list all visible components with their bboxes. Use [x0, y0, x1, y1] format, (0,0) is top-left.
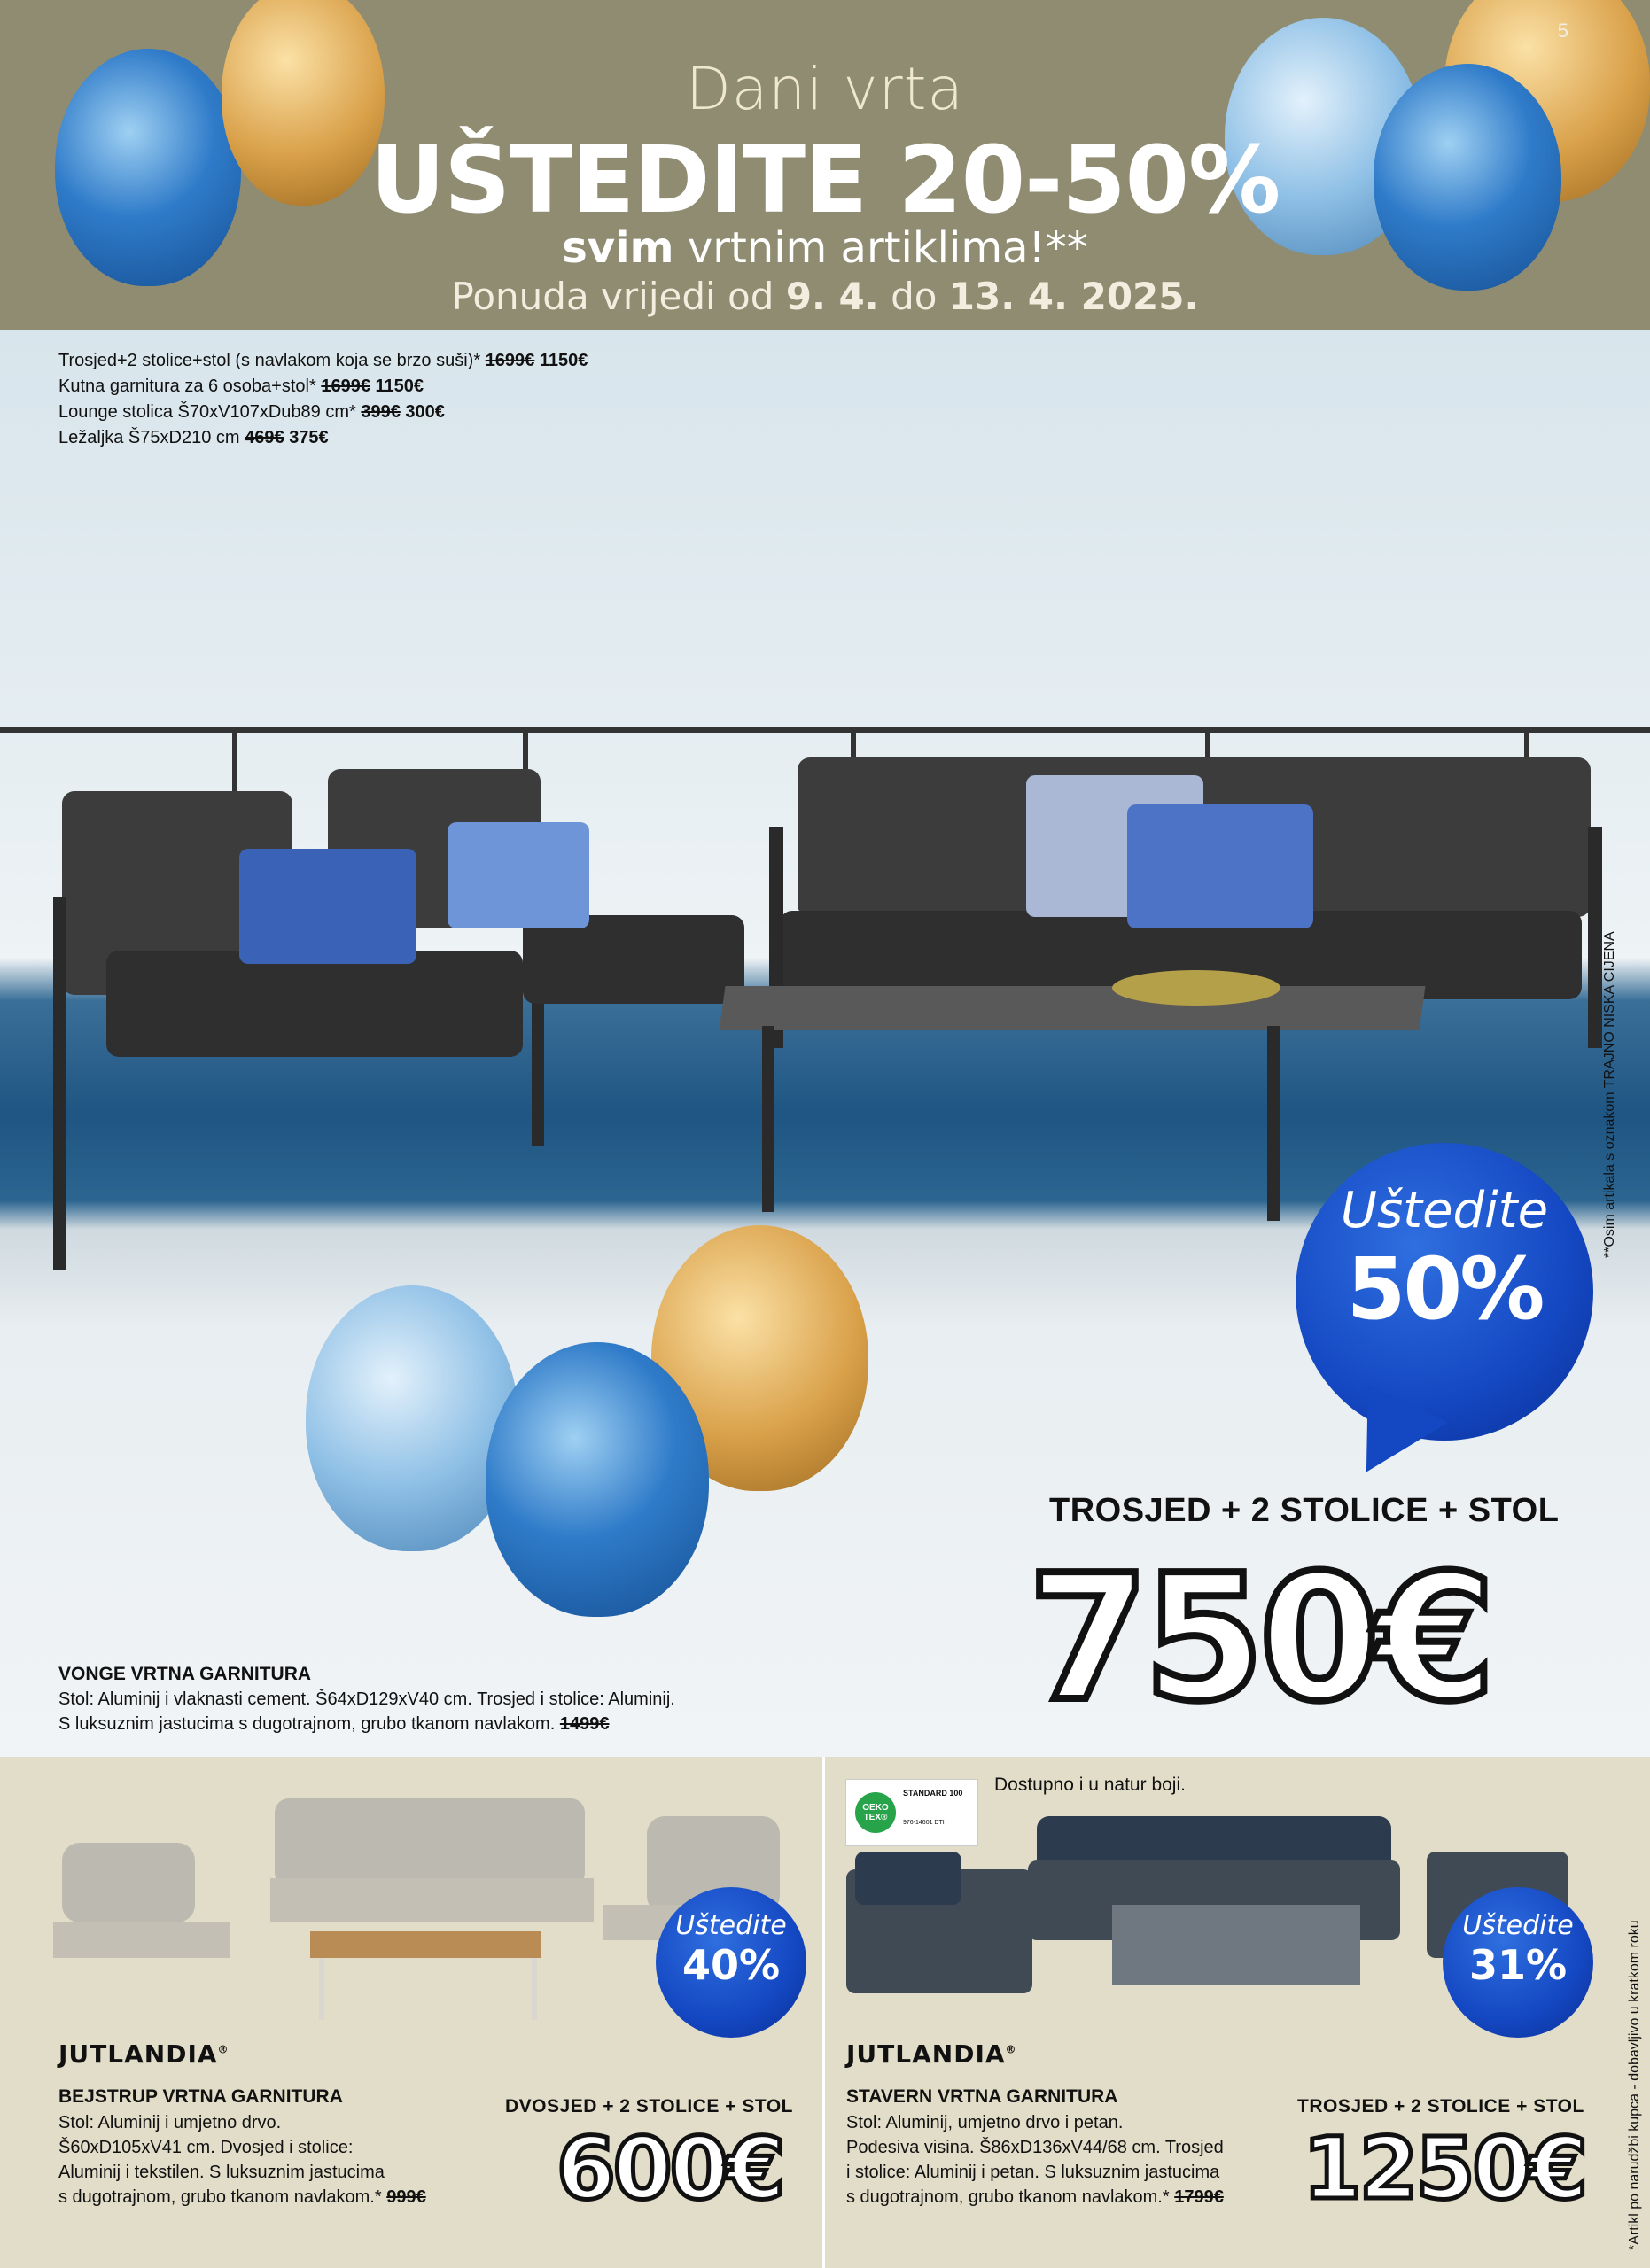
armchair-frame — [53, 897, 66, 1270]
offer-label: TROSJED + 2 STOLICE + STOL — [1297, 2096, 1584, 2117]
product-title: STAVERN VRTNA GARNITURA — [846, 2086, 1118, 2107]
pillow — [1127, 804, 1313, 928]
headline-discount: UŠTEDITE 20-50% — [370, 126, 1280, 234]
headline-subline: svim vrtnim artiklima!** — [562, 223, 1088, 273]
table-leg — [1267, 1026, 1280, 1221]
blue-balloon-icon — [486, 1342, 709, 1617]
main-product-info — [58, 1662, 675, 1736]
offer-price: 600€ — [556, 2119, 783, 2218]
event-title: Dani vrta — [686, 55, 964, 123]
item-price-list — [58, 348, 588, 451]
saving-bubble-50: Uštedite 50% — [1296, 1143, 1593, 1441]
offer-label: DVOSJED + 2 STOLICE + STOL — [505, 2096, 793, 2117]
availability-note: Dostupno i u natur boji. — [994, 1775, 1186, 1795]
product-description: Stol: Aluminij i vlaknasti cement. Š64xD129xV40 cm. Trosjed i stolice: Aluminij. — [58, 1689, 675, 1709]
product-description: S luksuznim jastucima s dugotrajnom, grubo tkanom navlakom. 1499€ — [58, 1714, 610, 1734]
product-title: BEJSTRUP VRTNA GARNITURA — [58, 2086, 343, 2107]
product-title: VONGE VRTNA GARNITURA — [58, 1664, 312, 1684]
section-divider — [822, 1757, 825, 2268]
list-item: Trosjed+2 stolice+stol (s navlakom koja se brzo suši)* 1699€ 1150€ — [58, 351, 588, 370]
oeko-tex-badge: OEKO TEX® STANDARD 100 976-14601 DTI — [845, 1779, 978, 1846]
page-number: 5 — [1557, 19, 1568, 42]
sofa-frame — [1588, 827, 1602, 1048]
main-offer-price: 750€ — [1028, 1538, 1490, 1740]
brand-logo: JUTLANDIA® — [846, 2039, 1017, 2069]
railing — [0, 727, 1650, 733]
footnote-vertical: **Osim artikala s oznakom TRAJNO NISKA CIJENA — [1602, 931, 1617, 1258]
oeko-tex-logo-icon: OEKO TEX® — [855, 1792, 896, 1833]
table-leg — [762, 1026, 774, 1212]
tray — [1112, 970, 1280, 1006]
product-description: Stol: Aluminij i umjetno drvo. Š60xD105xV41 cm. Dvosjed i stolice: Aluminij i tekstilen. S luksuznim jastucima s dugotrajnom, grubo tkanom navlakom.* 999€ — [58, 2113, 426, 2207]
footnote-vertical: *Artikl po narudžbi kupca - dobavljivo u kratkom roku — [1627, 1920, 1642, 2250]
pillow — [448, 822, 589, 928]
product-description: Stol: Aluminij, umjetno drvo i petan. Podesiva visina. Š86xD136xV44/68 cm. Trosjed i stolice: Aluminij i petan. S luksuznim jastucima s dugotrajnom, grubo tkanom navlakom.* 1799€ — [846, 2113, 1224, 2207]
header-banner — [0, 0, 1650, 330]
armchair-seat — [106, 951, 523, 1057]
throw-blanket — [239, 849, 416, 964]
main-offer-label: TROSJED + 2 STOLICE + STOL — [1049, 1492, 1560, 1529]
list-item: Kutna garnitura za 6 osoba+stol* 1699€ 1150€ — [58, 377, 424, 396]
coffee-table-top — [719, 986, 1425, 1030]
validity-dates: Ponuda vrijedi od 9. 4. do 13. 4. 2025. — [451, 275, 1199, 318]
brand-logo: JUTLANDIA® — [58, 2039, 230, 2069]
list-item: Ležaljka Š75xD210 cm 469€ 375€ — [58, 428, 329, 447]
saving-bubble-40: Uštedite 40% — [656, 1887, 806, 2038]
blue-balloon-icon — [306, 1285, 518, 1551]
list-item: Lounge stolica Š70xV107xDub89 cm* 399€ 300€ — [58, 402, 445, 422]
armchair-seat — [523, 915, 744, 1004]
saving-bubble-31: Uštedite 31% — [1443, 1887, 1593, 2038]
offer-price: 1250€ — [1303, 2119, 1585, 2218]
